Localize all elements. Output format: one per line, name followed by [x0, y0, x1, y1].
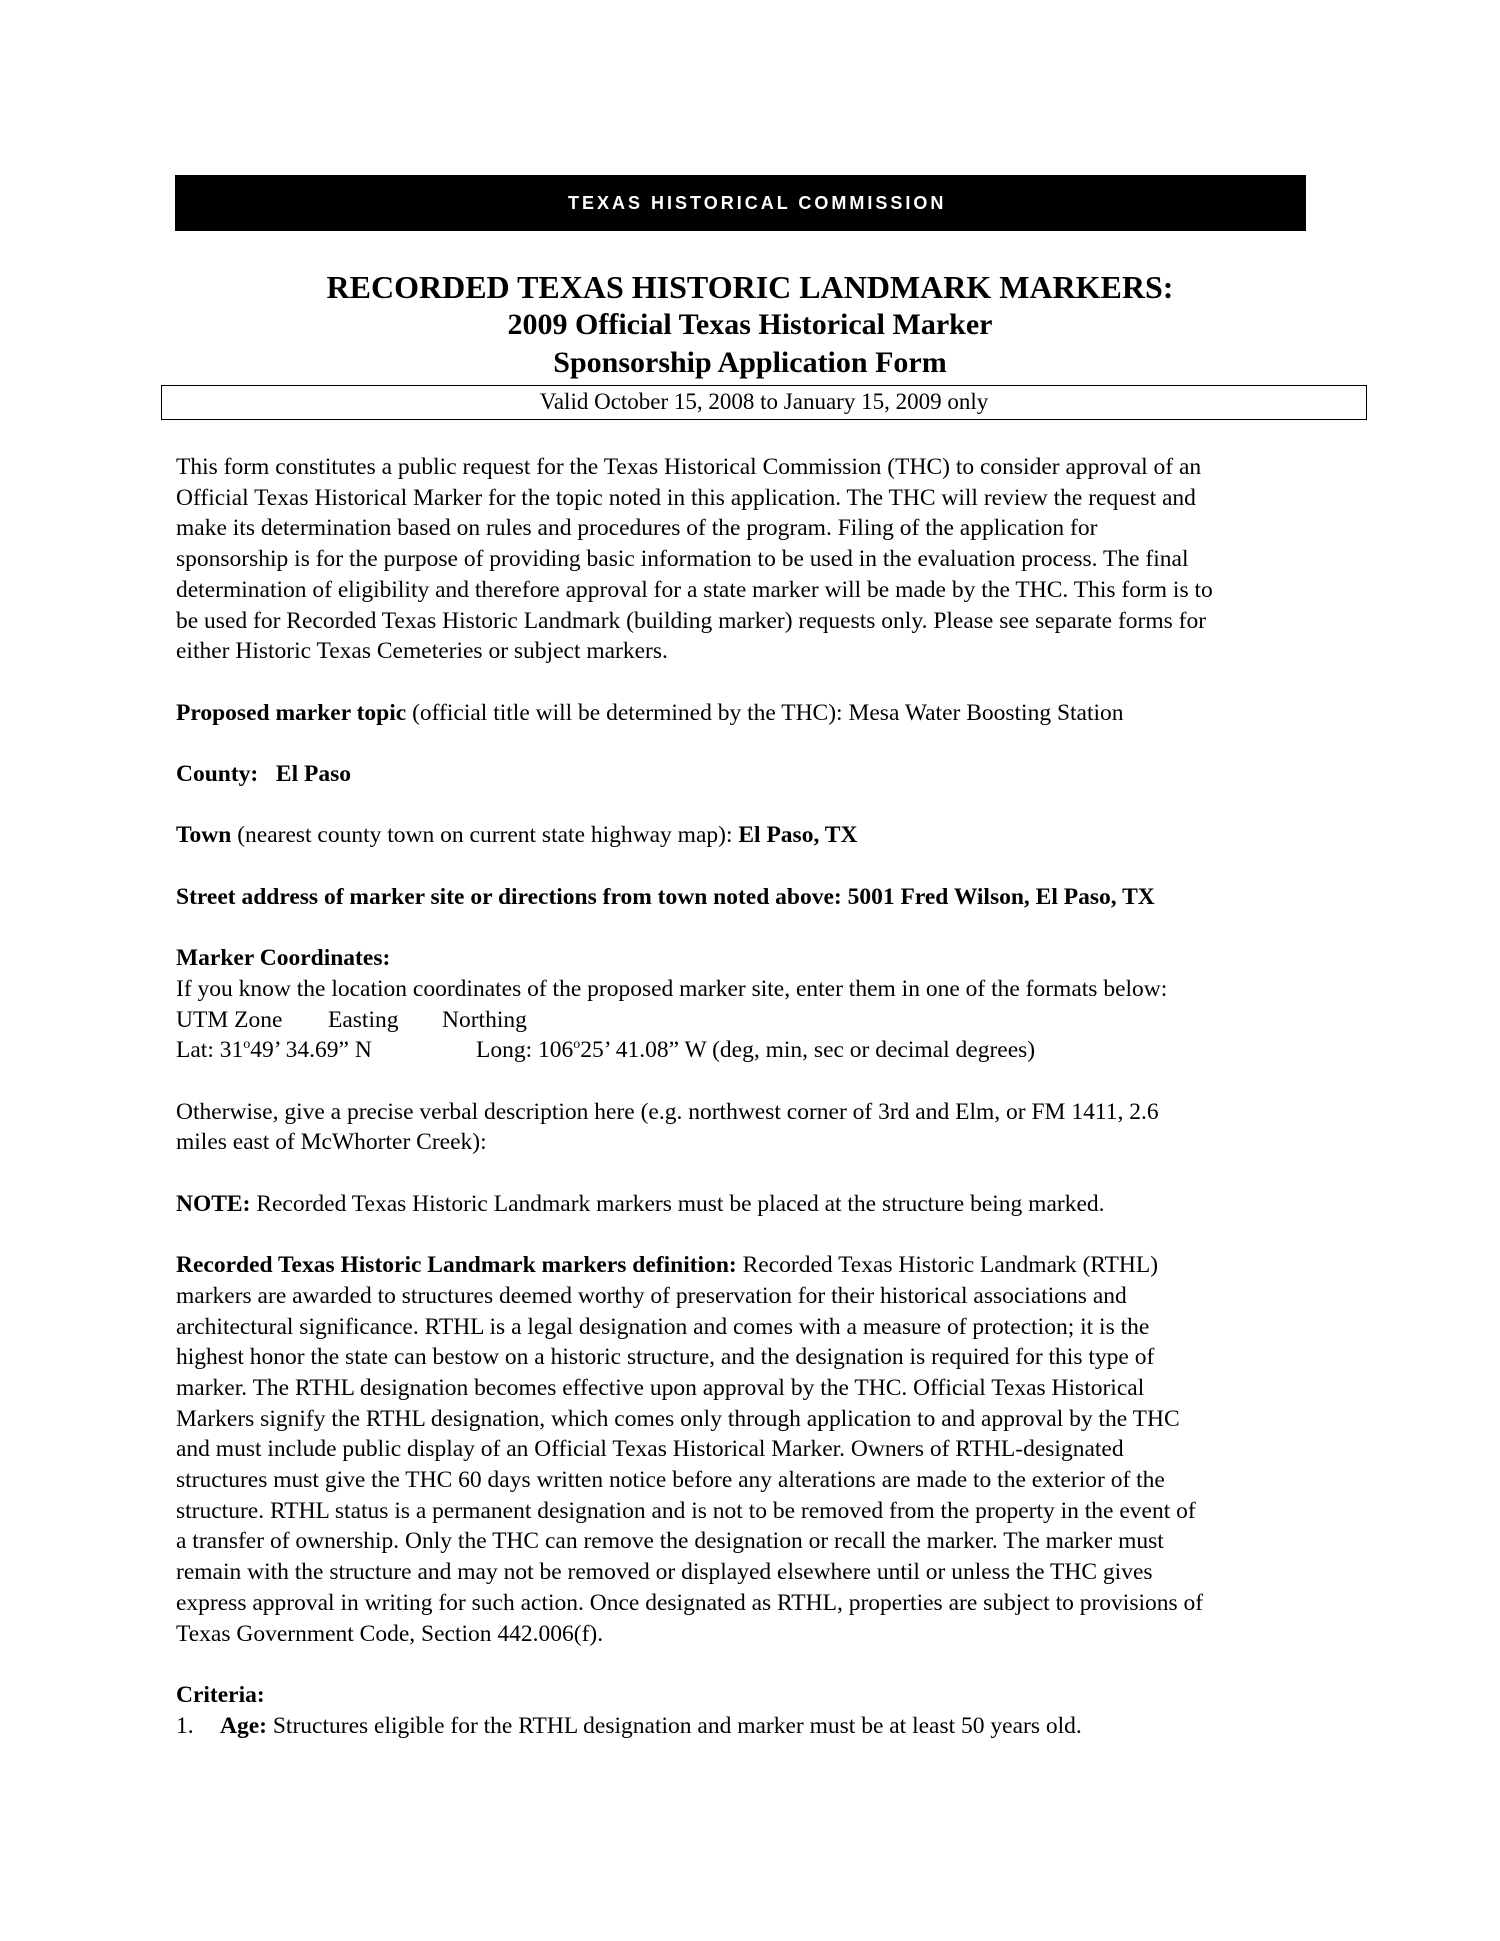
utm-row	[176, 1005, 1376, 1036]
form-body	[176, 452, 1376, 1741]
validity-text: Valid October 15, 2008 to January 15, 2009 only	[539, 389, 989, 414]
banner-text: TEXAS HISTORICAL COMMISSION	[568, 192, 947, 213]
otherwise-line: Otherwise, give a precise verbal description here (e.g. northwest corner of 3rd and Elm, or FM 1411, 2.6	[176, 1098, 1159, 1125]
definition-label: Recorded Texas Historic Landmark markers definition:	[176, 1252, 737, 1279]
coordinates-instructions: If you know the location coordinates of the proposed marker site, enter them in one of the formats below:	[176, 975, 1168, 1002]
street-label: Street address of marker site or directions from town noted above:	[176, 883, 848, 910]
definition-line: and must include public display of an Official Texas Historical Marker. Owners of RTHL-designated	[176, 1436, 1124, 1463]
definition-line: structure. RTHL status is a permanent designation and is not to be removed from the property in the event of	[176, 1497, 1196, 1524]
county-label: County:	[176, 761, 259, 787]
otherwise-line: miles east of McWhorter Creek):	[176, 1129, 487, 1156]
county-value: El Paso	[275, 761, 351, 787]
note-paragraph	[176, 1189, 1376, 1220]
definition-line: architectural significance. RTHL is a legal designation and comes with a measure of protection; it is the	[176, 1313, 1150, 1340]
county-field	[176, 759, 1376, 790]
definition-line: Markers signify the RTHL designation, which comes only through application to and approval by the THC	[176, 1405, 1180, 1432]
note-text: Recorded Texas Historic Landmark markers must be placed at the structure being marked.	[250, 1190, 1105, 1217]
intro-line: be used for Recorded Texas Historic Landmark (building marker) requests only. Please see separate forms for	[176, 607, 1207, 634]
definition-line: a transfer of ownership. Only the THC can remove the designation or recall the marker. The marker must	[176, 1528, 1164, 1555]
intro-line: make its determination based on rules and procedures of the program. Filing of the application for	[176, 515, 1098, 542]
latlong-row	[176, 1035, 1376, 1066]
topic-note: (official title will be determined by the THC):	[406, 699, 849, 726]
definition-line: Texas Government Code, Section 442.006(f).	[176, 1620, 604, 1647]
form-title-line2: 2009 Official Texas Historical Marker	[507, 308, 993, 341]
form-title-line3: Sponsorship Application Form	[553, 346, 947, 379]
town-label: Town	[176, 822, 232, 849]
town-field	[176, 820, 1376, 851]
definition-line: highest honor the state can bestow on a historic structure, and the designation is required for this type of	[176, 1344, 1155, 1371]
commission-banner	[175, 175, 1306, 231]
town-note: (nearest county town on current state highway map):	[231, 822, 739, 849]
intro-line: determination of eligibility and therefore approval for a state marker will be made by the THC. This form is to	[176, 576, 1213, 603]
form-title-block	[0, 268, 1500, 382]
utm-zone-label: UTM Zone	[176, 1006, 283, 1033]
topic-value: Mesa Water Boosting Station	[848, 699, 1124, 726]
note-label: NOTE:	[176, 1190, 251, 1217]
street-field	[176, 882, 1376, 913]
intro-line: either Historic Texas Cemeteries or subject markers.	[176, 638, 668, 665]
intro-line: sponsorship is for the purpose of providing basic information to be used in the evaluation process. The final	[176, 546, 1189, 573]
definition-line: express approval in writing for such action. Once designated as RTHL, properties are subject to provisions of	[176, 1589, 1204, 1616]
town-value: El Paso, TX	[738, 822, 858, 849]
definition-line: remain with the structure and may not be removed or displayed elsewhere until or unless the THC gives	[176, 1559, 1153, 1586]
form-title-line1: RECORDED TEXAS HISTORIC LANDMARK MARKERS:	[326, 269, 1174, 305]
intro-line: This form constitutes a public request for the Texas Historical Commission (THC) to consider approval of an	[176, 454, 1202, 480]
validity-box	[161, 385, 1367, 420]
intro-line: Official Texas Historical Marker for the topic noted in this application. The THC will review the request and	[176, 484, 1196, 511]
definition-paragraph	[176, 1250, 1376, 1649]
coordinates-heading: Marker Coordinates:	[176, 945, 391, 972]
criteria-item: 1. Age: Structures eligible for the RTHL designation and marker must be at least 50 years old.	[176, 1712, 1082, 1739]
northing-label: Northing	[442, 1006, 527, 1033]
definition-line: markers are awarded to structures deemed worthy of preservation for their historical associations and	[176, 1282, 1127, 1309]
definition-line: Recorded Texas Historic Landmark markers definition: Recorded Texas Historic Landmark (RTHL)	[176, 1252, 1159, 1279]
intro-paragraph	[176, 452, 1376, 667]
street-value: 5001 Fred Wilson, El Paso, TX	[847, 883, 1155, 910]
definition-line: marker. The RTHL designation becomes effective upon approval by the THC. Official Texas Historical	[176, 1374, 1145, 1401]
easting-label: Easting	[328, 1006, 399, 1033]
topic-label: Proposed marker topic	[176, 699, 407, 726]
criteria-heading: Criteria:	[176, 1681, 265, 1708]
longitude: Long: 106$^o$25’ 41.08” W (deg, min, sec or decimal degrees)	[476, 1037, 1036, 1064]
latitude: Lat: 31$^o$49’ 34.69” N	[176, 1037, 372, 1064]
topic-field	[176, 698, 1376, 729]
definition-line: structures must give the THC 60 days written notice before any alterations are made to the exterior of the	[176, 1467, 1165, 1494]
